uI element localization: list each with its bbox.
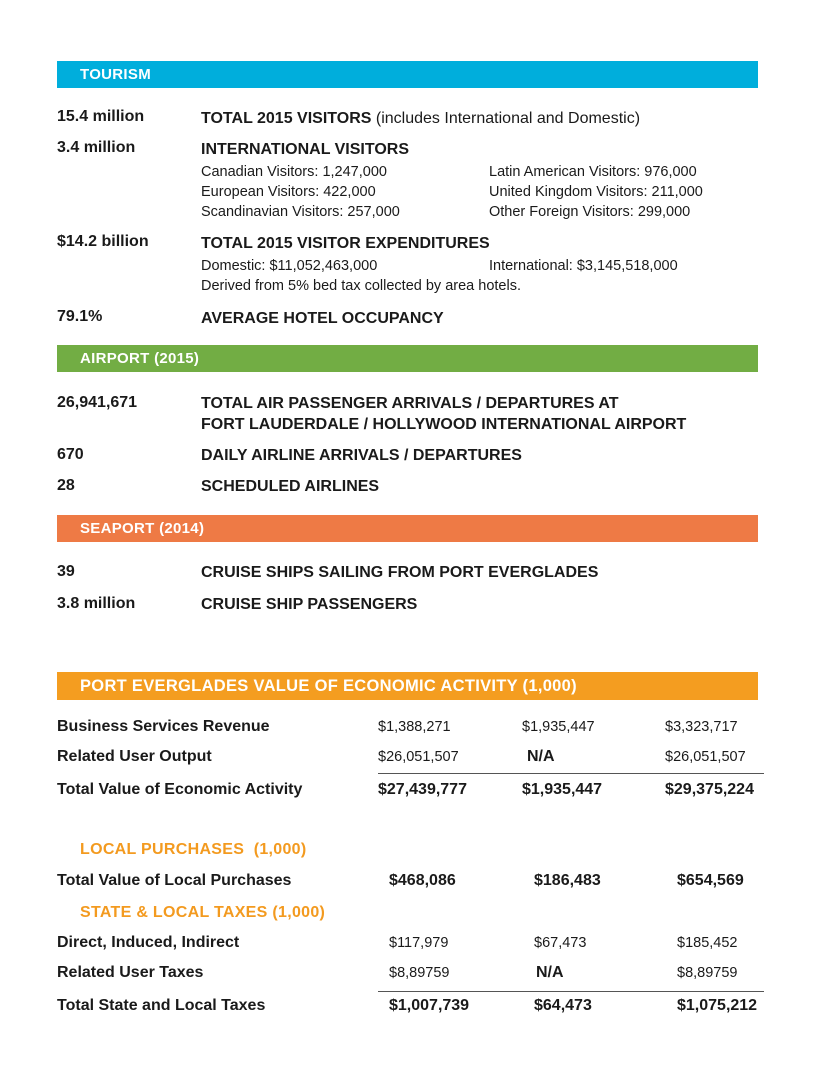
expenditures-title: TOTAL 2015 VISITOR EXPENDITURES	[201, 235, 490, 252]
total-visitors-value: 15.4 million	[57, 108, 145, 125]
airport-header-label: AIRPORT (2015)	[80, 350, 200, 367]
cruise-passengers-title: CRUISE SHIP PASSENGERS	[201, 596, 418, 613]
international-expenditures: International: $3,145,518,000	[489, 258, 678, 274]
row-col1: $1,007,739	[389, 997, 470, 1014]
row-col2: $186,483	[534, 872, 601, 889]
row-col2: $67,473	[534, 935, 587, 951]
taxes-heading: STATE & LOCAL TAXES (1,000)	[80, 904, 326, 921]
row-label: Direct, Induced, Indirect	[57, 934, 240, 951]
row-col3: $3,323,717	[665, 719, 738, 735]
port-section-header	[57, 672, 758, 700]
row-col3: $8,89759	[677, 965, 738, 981]
airlines-value: 28	[57, 477, 75, 494]
row-label: Total State and Local Taxes	[57, 997, 266, 1014]
table-divider	[378, 773, 764, 774]
canadian-visitors: Canadian Visitors: 1,247,000	[201, 164, 387, 180]
row-col3: $654,569	[677, 872, 744, 889]
air-passengers-title	[201, 393, 686, 435]
seaport-header-label: SEAPORT (2014)	[80, 520, 205, 537]
cruise-passengers-value: 3.8 million	[57, 595, 136, 612]
air-passengers-title-line2: FORT LAUDERDALE / HOLLYWOOD INTERNATIONAL AIRPORT	[201, 416, 687, 433]
seaport-section-header	[57, 515, 758, 542]
european-visitors: European Visitors: 422,000	[201, 184, 376, 200]
row-col2: $64,473	[534, 997, 592, 1014]
row-col2: $1,935,447	[522, 781, 603, 798]
row-col2: $1,935,447	[522, 719, 595, 735]
international-visitors-value: 3.4 million	[57, 139, 136, 156]
expenditures-note: Derived from 5% bed tax collected by area hotels.	[201, 278, 521, 294]
row-col3: $26,051,507	[665, 749, 746, 765]
tourism-section-header	[57, 61, 758, 88]
cruise-ships-value: 39	[57, 563, 75, 580]
row-label: Business Services Revenue	[57, 718, 270, 735]
row-col1: $8,89759	[389, 965, 450, 981]
row-col2: N/A	[527, 748, 555, 765]
uk-visitors: United Kingdom Visitors: 211,000	[489, 184, 703, 200]
air-passengers-value: 26,941,671	[57, 394, 138, 411]
row-col2: N/A	[536, 964, 564, 981]
other-foreign-visitors: Other Foreign Visitors: 299,000	[489, 204, 691, 220]
row-col3: $185,452	[677, 935, 738, 951]
tourism-header-label: TOURISM	[80, 66, 151, 83]
air-passengers-title-line1: TOTAL AIR PASSENGER ARRIVALS / DEPARTURES AT	[201, 395, 619, 412]
row-label: Related User Taxes	[57, 964, 204, 981]
local-purchases-heading: LOCAL PURCHASES (1,000)	[80, 841, 307, 858]
occupancy-title: AVERAGE HOTEL OCCUPANCY	[201, 310, 444, 327]
row-col1: $117,979	[389, 935, 449, 951]
cruise-ships-title: CRUISE SHIPS SAILING FROM PORT EVERGLADES	[201, 564, 599, 581]
total-visitors-title	[201, 108, 640, 129]
airlines-title: SCHEDULED AIRLINES	[201, 478, 380, 495]
latin-american-visitors: Latin American Visitors: 976,000	[489, 164, 697, 180]
daily-flights-value: 670	[57, 446, 84, 463]
row-col3: $1,075,212	[677, 997, 758, 1014]
total-visitors-label: TOTAL 2015 VISITORS	[201, 110, 372, 127]
daily-flights-title: DAILY AIRLINE ARRIVALS / DEPARTURES	[201, 447, 522, 464]
scandinavian-visitors: Scandinavian Visitors: 257,000	[201, 204, 400, 220]
row-col1: $27,439,777	[378, 781, 467, 798]
row-col3: $29,375,224	[665, 781, 754, 798]
international-visitors-title: INTERNATIONAL VISITORS	[201, 141, 410, 158]
row-label: Total Value of Economic Activity	[57, 781, 303, 798]
domestic-expenditures: Domestic: $11,052,463,000	[201, 258, 378, 274]
expenditures-value: $14.2 billion	[57, 233, 149, 250]
row-label: Related User Output	[57, 748, 212, 765]
occupancy-value: 79.1%	[57, 308, 103, 325]
taxes-divider	[378, 991, 764, 992]
row-label: Total Value of Local Purchases	[57, 872, 292, 889]
total-visitors-note: (includes International and Domestic)	[375, 110, 641, 127]
airport-section-header	[57, 345, 758, 372]
row-col1: $1,388,271	[378, 719, 451, 735]
row-col1: $26,051,507	[378, 749, 459, 765]
port-header-label: PORT EVERGLADES VALUE OF ECONOMIC ACTIVITY (1,000)	[80, 677, 577, 695]
row-col1: $468,086	[389, 872, 456, 889]
